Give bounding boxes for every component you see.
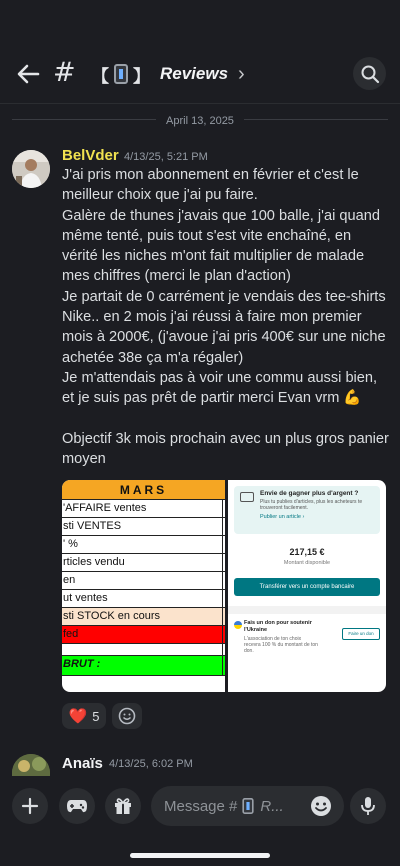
- message-text: J'ai pris mon abonnement en février et c'est le meilleur choix que j'ai pu faire. Galère de thunes j'avais que 100 balle, j'ai quand même tenté, puis tout s'est vite enchaîné, en vérité les niches m'ont fait multiplier de malade mes chiffres (merci le plan d'action) Je partait de 0 carrément je vendais des tee-shirts Nike.. en 2 mois j'ai réussi à faire mon premier mois à 2000€, (j'avoue j'ai pris 400€ sur une niche achetée 38e ça m'a régaler) Je m'attendais pas à voir une commu aussi bien, et je suis pas prêt de partir merci Evan vrm 💪 Objectif 3k mois prochain avec un plus gros panier moyen: [62, 167, 389, 468]
- author-name[interactable]: BelVder: [62, 147, 119, 164]
- search-button[interactable]: [353, 57, 386, 90]
- sheet-row: 'AFFAIRE ventes: [62, 500, 225, 518]
- gift-button[interactable]: [105, 788, 141, 824]
- add-reaction-button[interactable]: [112, 703, 142, 729]
- message-placeholder-channel: R...: [260, 797, 284, 815]
- reaction-count: 5: [92, 708, 100, 724]
- add-reaction-icon: [118, 707, 136, 725]
- bracket-open: 【: [92, 66, 109, 87]
- money-icon: [240, 492, 254, 502]
- timestamp: 4/13/25, 5:21 PM: [124, 151, 208, 163]
- promo-title: Envie de gagner plus d'argent ?: [260, 490, 359, 497]
- add-attachment-button[interactable]: [12, 788, 48, 824]
- activities-button[interactable]: [59, 788, 95, 824]
- voice-message-button[interactable]: [350, 788, 386, 824]
- avatar[interactable]: [12, 150, 50, 188]
- sheet-row: BRUT :: [62, 656, 225, 676]
- attachment-wallet-image[interactable]: [228, 480, 386, 692]
- avatar[interactable]: [12, 754, 50, 776]
- donation-card: [228, 614, 386, 666]
- promo-text: Plus tu publies d'articles, plus les acheteurs te trouveront facilement.: [260, 499, 363, 511]
- sheet-row: fed: [62, 626, 225, 644]
- reaction-heart[interactable]: [62, 703, 106, 729]
- ukraine-heart-icon: [234, 621, 242, 629]
- back-arrow-icon[interactable]: [14, 60, 42, 88]
- section-gap: [228, 606, 386, 614]
- donation-text: L'association de ton choix recevra 100 % du montant de ton don.: [244, 636, 318, 654]
- hash-icon: #: [53, 57, 76, 88]
- date-separator-label: April 13, 2025: [156, 115, 244, 127]
- transfer-button: Transférer vers un compte bancaire: [234, 578, 380, 596]
- gamepad-icon: [66, 797, 88, 815]
- sheet-row: [62, 644, 225, 656]
- phone-icon: [243, 798, 254, 814]
- sheet-row: ut ventes: [62, 590, 225, 608]
- microphone-icon: [359, 796, 377, 816]
- search-icon: [360, 64, 380, 84]
- emoji-button[interactable]: [303, 789, 339, 823]
- balance-label: Montant disponible: [283, 560, 331, 566]
- donation-title: Fais un don pour soutenir l'Ukraine: [244, 620, 312, 633]
- date-separator: [0, 111, 400, 129]
- sheet-row: sti STOCK en cours: [62, 608, 225, 626]
- sheet-row: ' %: [62, 536, 225, 554]
- message-placeholder: Message #: [164, 797, 238, 815]
- plus-icon: [21, 797, 39, 815]
- sheet-row: en: [62, 572, 225, 590]
- home-indicator: [130, 853, 270, 858]
- sheet-row: rticles vendu: [62, 554, 225, 572]
- gift-icon: [113, 796, 133, 816]
- timestamp: 4/13/25, 6:02 PM: [109, 758, 193, 770]
- emoji-icon: [310, 795, 332, 817]
- sheet-row: sti VENTES: [62, 518, 225, 536]
- balance-amount: 217,15 €: [289, 547, 325, 557]
- sheet-header: MARS: [62, 480, 225, 500]
- channel-title[interactable]: [92, 60, 245, 88]
- phone-icon: [114, 64, 128, 84]
- author-name[interactable]: Anaïs: [62, 755, 103, 772]
- promo-link: Publier un article ›: [260, 514, 305, 520]
- promo-card: [234, 486, 380, 534]
- channel-header: [0, 0, 400, 104]
- channel-name: Reviews: [160, 64, 229, 83]
- heart-icon: ❤️: [68, 707, 88, 725]
- chevron-right-icon: ›: [238, 62, 245, 85]
- donate-button: Faire un don: [342, 628, 380, 640]
- bracket-close: 】: [133, 66, 150, 87]
- attachment-spreadsheet-image[interactable]: [62, 480, 225, 692]
